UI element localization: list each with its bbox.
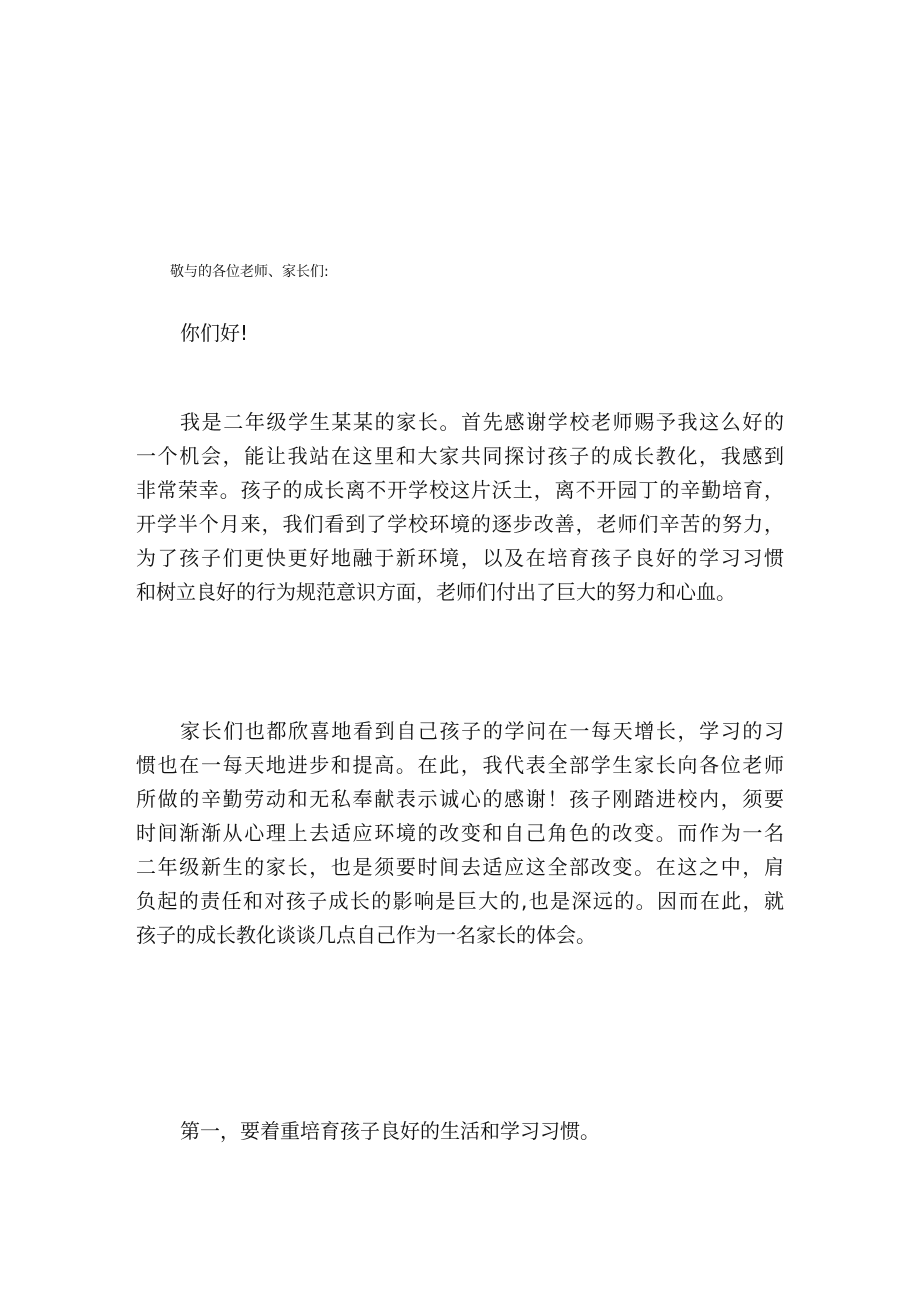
paragraph-line: 二年级新生的家长，也是须要时间去适应这全部改变。在这之中，肩 (136, 855, 784, 879)
paragraph-2 (136, 714, 784, 952)
paragraph-line: 负起的责任和对孩子成长的影响是巨大的,也是深远的。因而在此，就 (136, 889, 784, 913)
salutation: 敬与的各位老师、家长们: (170, 264, 329, 280)
paragraph-line: 家长们也都欣喜地看到自己孩子的学问在一每天增长，学习的习 (180, 719, 784, 743)
paragraph-line: 孩子的成长教化谈谈几点自己作为一名家长的体会。 (136, 923, 596, 947)
paragraph-1 (136, 405, 784, 609)
paragraph-line: 非常荣幸。孩子的成长离不开学校这片沃土，离不开园丁的辛勤培育， (136, 478, 784, 502)
paragraph-line: 所做的辛勤劳动和无私奉献表示诚心的感谢！孩子刚踏进校内，须要 (136, 787, 784, 811)
paragraph-line: 开学半个月来，我们看到了学校环境的逐步改善，老师们辛苦的努力， (136, 512, 784, 536)
paragraph-line: 惯也在一每天地进步和提高。在此，我代表全部学生家长向各位老师 (136, 753, 784, 777)
greeting: 你们好! (180, 321, 249, 345)
paragraph-line: 我是二年级学生某某的家长。首先感谢学校老师赐予我这么好的 (180, 410, 784, 434)
paragraph-line: 和树立良好的行为规范意识方面，老师们付出了巨大的努力和心血。 (136, 580, 736, 604)
paragraph-line: 时间渐渐从心理上去适应环境的改变和自己角色的改变。而作为一名 (136, 821, 784, 845)
paragraph-line: 第一，要着重培育孩子良好的生活和学习习惯。 (180, 1119, 600, 1143)
paragraph-3 (136, 1114, 784, 1148)
paragraph-line: 一个机会，能让我站在这里和大家共同探讨孩子的成长教化，我感到 (136, 444, 784, 468)
paragraph-line: 为了孩子们更快更好地融于新环境，以及在培育孩子良好的学习习惯 (136, 546, 784, 570)
